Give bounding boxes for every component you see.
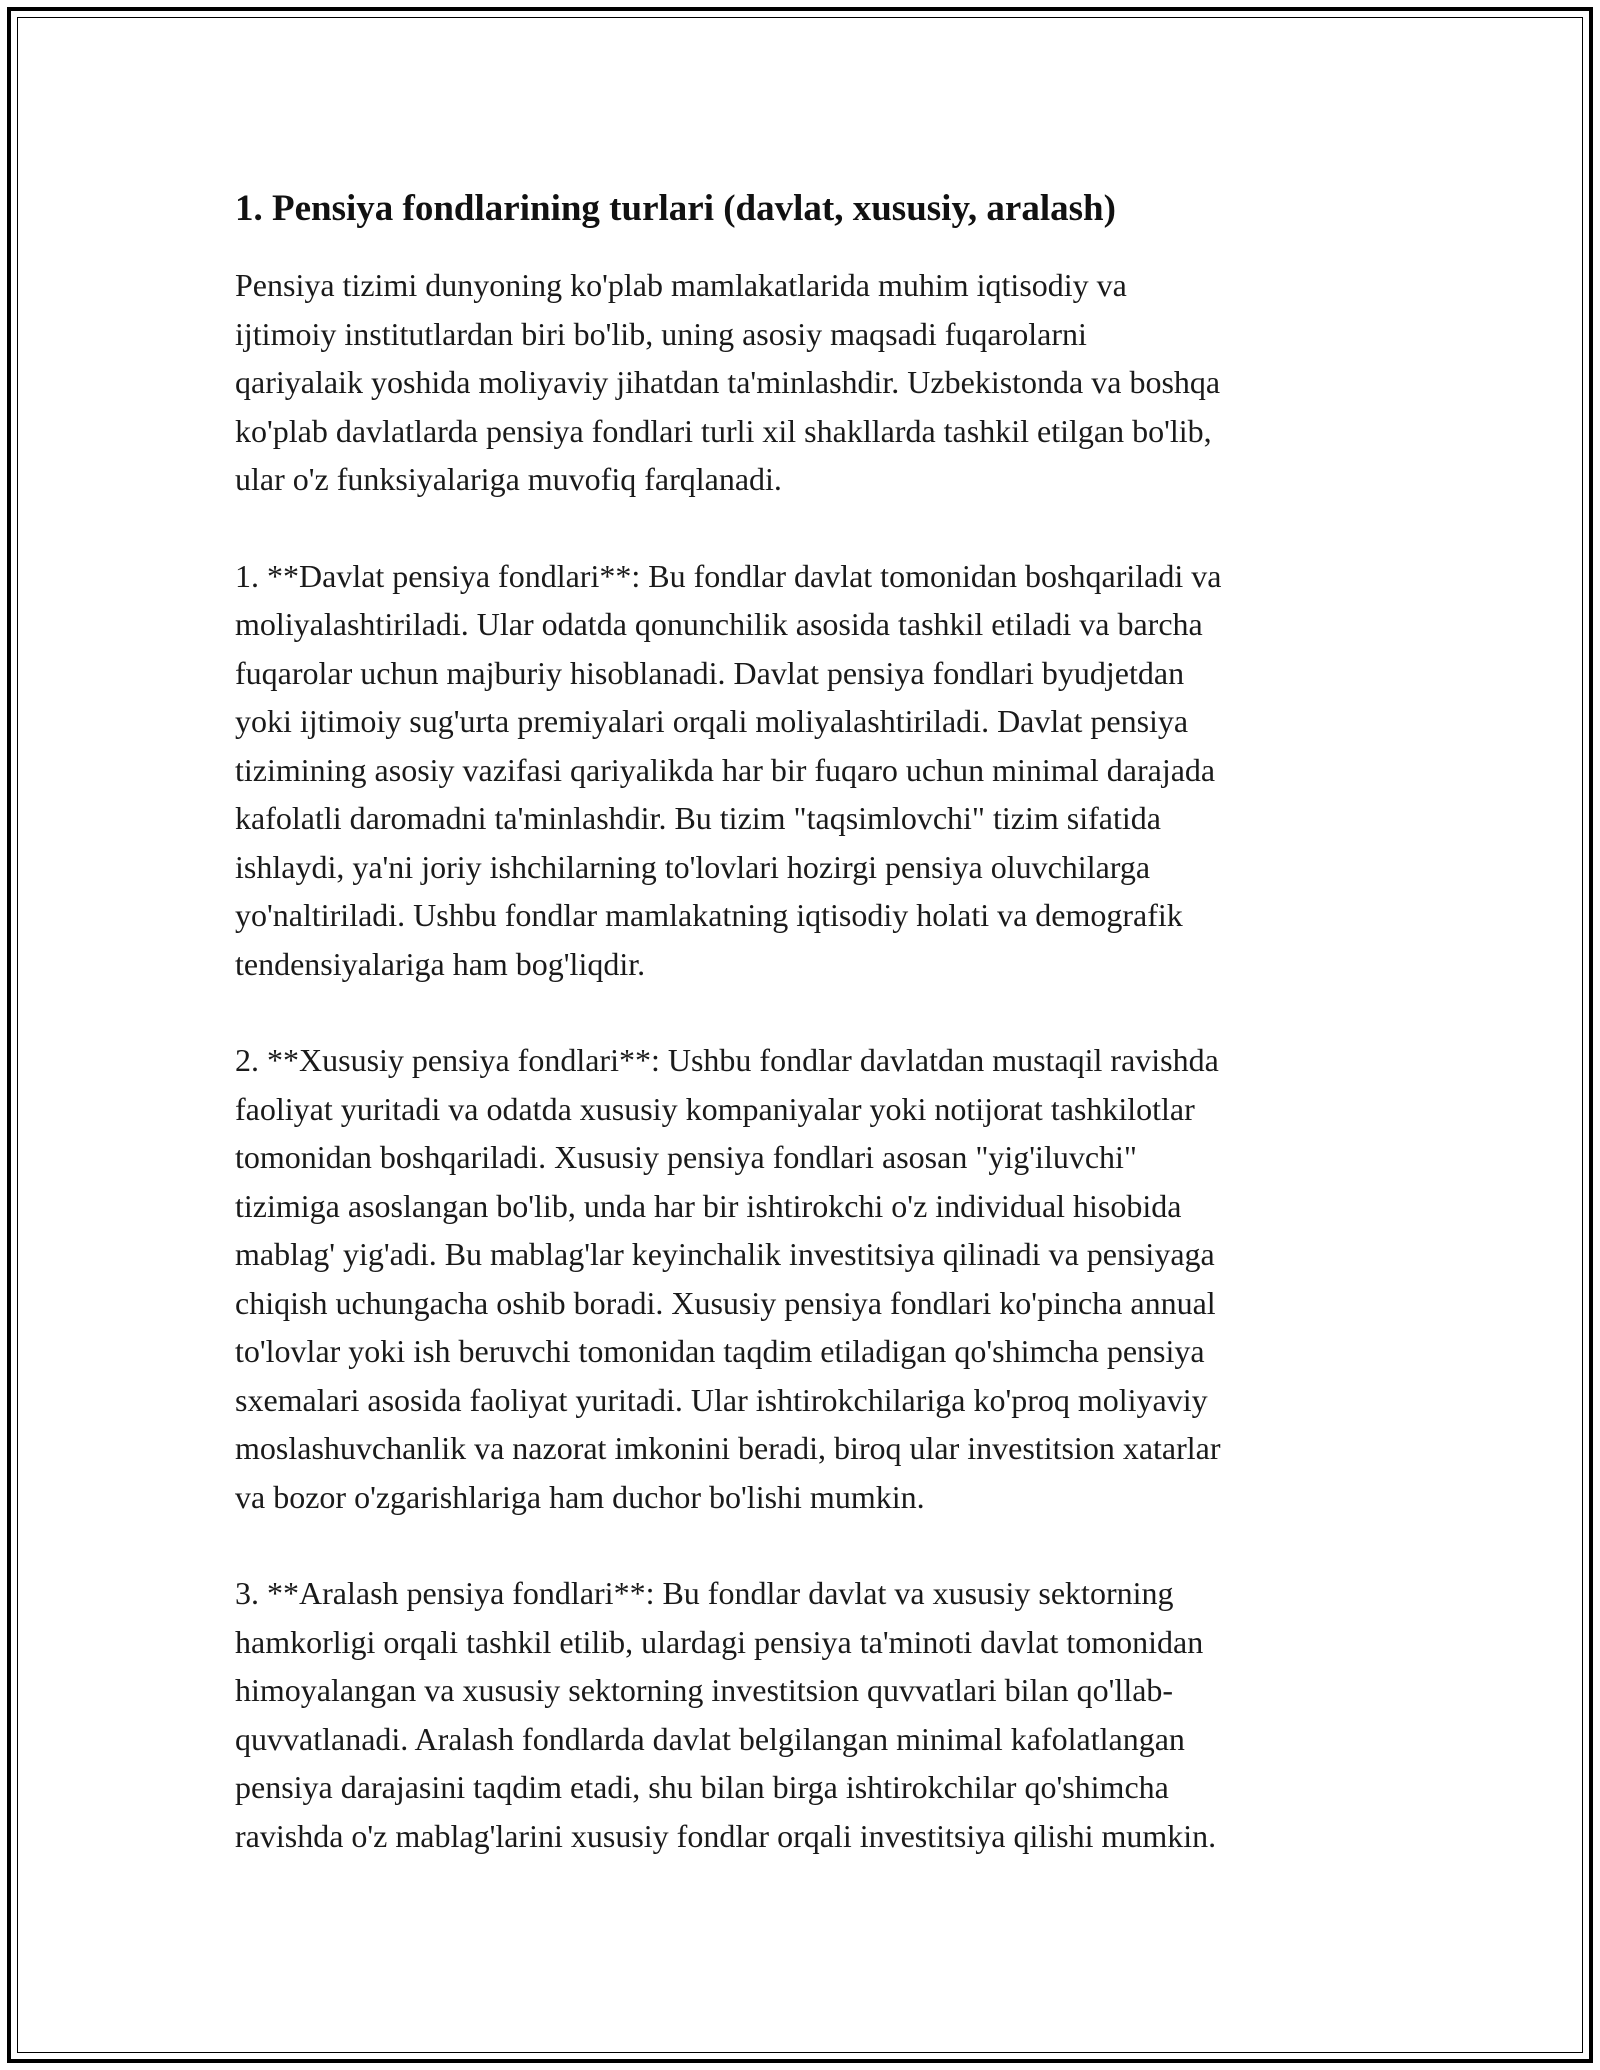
state-pension-funds-paragraph: 1. **Davlat pensiya fondlari**: Bu fondlar davlat tomonidan boshqariladi va moliyalashtiriladi. Ular odatda qonunchilik asosida tashkil etiladi va barcha fuqarolar uchun majburiy hisoblanadi. Davlat pensiya fondlari byudjetdan yoki ijtimoiy sug'urta premiyalari orqali moliyalashtiriladi. Davlat pensiya tizimining asosiy vazifasi qariyalikda har bir fuqaro uchun minimal darajada kafolatli daromadni ta'minlashdir. Bu tizim "taqsimlovchi" tizim sifatida ishlaydi, ya'ni joriy ishchilarning to'lovlari hozirgi pensiya oluvchilarga yo'naltiriladi. Ushbu fondlar mamlakatning iqtisodiy holati va demografik tendensiyalariga ham bog'liqdir.: [235, 557, 1222, 982]
document-body: [235, 185, 1375, 1860]
mixed-pension-funds-paragraph: 3. **Aralash pensiya fondlari**: Bu fondlar davlat va xususiy sektorning hamkorligi orqali tashkil etilib, ulardagi pensiya ta'minoti davlat tomonidan himoyalangan va xususiy sektorning investitsion quvvatlari bilan qo'llab- quvvatlanadi. Aralash fondlarda davlat belgilangan minimal kafolatlangan pensiya darajasini taqdim etadi, shu bilan birga ishtirokchilar qo'shimcha ravishda o'z mablag'larini xususiy fondlar orqali investitsiya qilishi mumkin.: [235, 1575, 1217, 1854]
intro-paragraph: Pensiya tizimi dunyoning ko'plab mamlakatlarida muhim iqtisodiy va ijtimoiy institutlardan biri bo'lib, uning asosiy maqsadi fuqarolarni qariyalaik yoshida moliyaviy jihatdan ta'minlashdir. Uzbekistonda va boshqa ko'plab davlatlarda pensiya fondlari turli xil shakllarda tashkil etilgan bo'lib, ular o'z funksiyalariga muvofiq farqlanadi.: [235, 267, 1221, 497]
section-heading: 1. Pensiya fondlarining turlari (davlat, xususiy, aralash): [235, 188, 1116, 229]
private-pension-funds-paragraph: 2. **Xususiy pensiya fondlari**: Ushbu fondlar davlatdan mustaqil ravishda faoliyat yuritadi va odatda xususiy kompaniyalar yoki notijorat tashkilotlar tomonidan boshqariladi. Xususiy pensiya fondlari asosan "yig'iluvchi" tizimiga asoslangan bo'lib, unda har bir ishtirokchi o'z individual hisobida mablag' yig'adi. Bu mablag'lar keyinchalik investitsiya qilinadi va pensiyaga chiqish uchungacha oshib boradi. Xususiy pensiya fondlari ko'pincha annual to'lovlar yoki ish beruvchi tomonidan taqdim etiladigan qo'shimcha pensiya sxemalari asosida faoliyat yuritadi. Ular ishtirokchilariga ko'proq moliyaviy moslashuvchanlik va nazorat imkonini beradi, biroq ular investitsion xatarlar va bozor o'zgarishlariga ham duchor bo'lishi mumkin.: [235, 1042, 1221, 1515]
